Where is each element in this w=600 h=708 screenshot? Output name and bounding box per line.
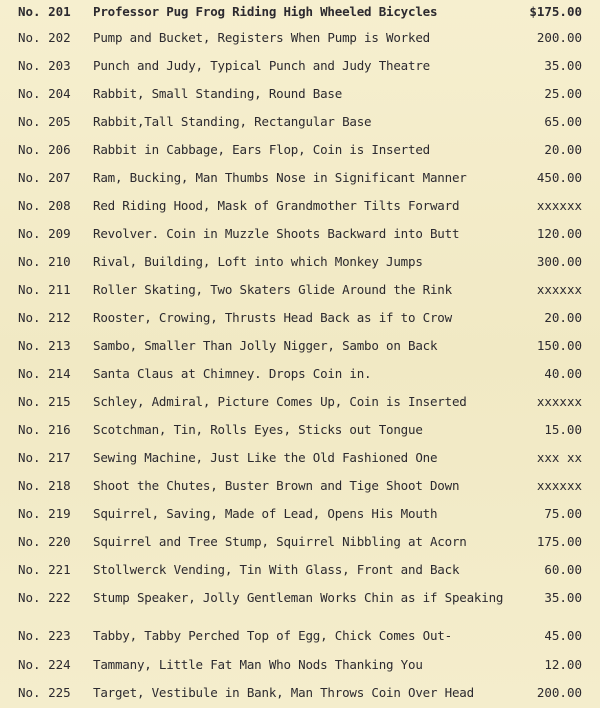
item-price: 20.00 — [544, 142, 582, 157]
list-item — [0, 655, 600, 675]
item-description: Rival, Building, Loft into which Monkey Jumps — [93, 254, 423, 269]
item-description: Rabbit in Cabbage, Ears Flop, Coin is Inserted — [93, 142, 430, 157]
item-price: 65.00 — [544, 114, 582, 129]
list-item — [0, 112, 600, 132]
list-item — [0, 224, 600, 244]
item-price: xxxxxx — [536, 282, 582, 297]
item-description: Revolver. Coin in Muzzle Shoots Backward into Butt — [93, 226, 460, 241]
item-number: No. 212 — [18, 310, 71, 325]
item-price: 15.00 — [544, 422, 582, 437]
item-price: 40.00 — [544, 366, 582, 381]
item-description: Roller Skating, Two Skaters Glide Around the Rink — [93, 282, 452, 297]
item-price: 25.00 — [544, 86, 582, 101]
item-price: xxxxxx — [536, 394, 582, 409]
item-number: No. 210 — [18, 254, 71, 269]
list-item — [0, 476, 600, 496]
item-description: Sambo, Smaller Than Jolly Nigger, Sambo on Back — [93, 338, 438, 353]
list-item — [0, 252, 600, 272]
item-number: No. 215 — [18, 394, 71, 409]
item-number: No. 219 — [18, 506, 71, 521]
item-number: No. 211 — [18, 282, 71, 297]
item-price: 20.00 — [544, 310, 582, 325]
list-item — [0, 420, 600, 440]
item-price: xxxxxx — [536, 198, 582, 213]
item-description: Target, Vestibule in Bank, Man Throws Coin Over Head — [93, 685, 474, 700]
item-number: No. 204 — [18, 86, 71, 101]
item-price: xxx xx — [536, 450, 582, 465]
list-item — [0, 626, 600, 646]
item-number: No. 206 — [18, 142, 71, 157]
item-description: Ram, Bucking, Man Thumbs Nose in Significant Manner — [93, 170, 467, 185]
item-number: No. 208 — [18, 198, 71, 213]
item-number: No. 209 — [18, 226, 71, 241]
item-price: 150.00 — [536, 338, 582, 353]
list-item — [0, 308, 600, 328]
item-price: 75.00 — [544, 506, 582, 521]
list-item — [0, 84, 600, 104]
list-item — [0, 56, 600, 76]
item-number: No. 217 — [18, 450, 71, 465]
item-price: 60.00 — [544, 562, 582, 577]
item-number: No. 221 — [18, 562, 71, 577]
item-price: $175.00 — [529, 4, 582, 19]
list-item — [0, 683, 600, 703]
item-description: Squirrel and Tree Stump, Squirrel Nibbling at Acorn — [93, 534, 467, 549]
list-item — [0, 336, 600, 356]
item-price: 12.00 — [544, 657, 582, 672]
item-number: No. 213 — [18, 338, 71, 353]
item-description: Rabbit,Tall Standing, Rectangular Base — [93, 114, 372, 129]
list-item — [0, 588, 600, 628]
item-description: Tabby, Tabby Perched Top of Egg, Chick Comes Out- — [93, 628, 452, 643]
item-description: Squirrel, Saving, Made of Lead, Opens His Mouth — [93, 506, 438, 521]
item-price: 120.00 — [536, 226, 582, 241]
list-item — [0, 504, 600, 524]
list-item — [0, 280, 600, 300]
item-description: Red Riding Hood, Mask of Grandmother Tilts Forward — [93, 198, 460, 213]
item-number: No. 201 — [18, 4, 71, 19]
item-price: 35.00 — [544, 590, 582, 605]
item-number: No. 220 — [18, 534, 71, 549]
list-item — [0, 28, 600, 48]
item-description: Schley, Admiral, Picture Comes Up, Coin is Inserted — [93, 394, 467, 409]
item-price: 45.00 — [544, 628, 582, 643]
item-price: 450.00 — [536, 170, 582, 185]
item-description: Rabbit, Small Standing, Round Base — [93, 86, 343, 101]
item-price: 200.00 — [536, 30, 582, 45]
item-number: No. 205 — [18, 114, 71, 129]
item-number: No. 225 — [18, 685, 71, 700]
item-description: Professor Pug Frog Riding High Wheeled Bicycles — [93, 4, 438, 19]
item-number: No. 222 — [18, 590, 71, 605]
list-item — [0, 392, 600, 412]
item-number: No. 216 — [18, 422, 71, 437]
list-item — [0, 532, 600, 552]
list-item — [0, 560, 600, 580]
item-description: Stump Speaker, Jolly Gentleman Works Chin as if Speaking — [93, 590, 504, 605]
list-item — [0, 2, 600, 22]
item-number: No. 214 — [18, 366, 71, 381]
item-description: Santa Claus at Chimney. Drops Coin in. — [93, 366, 372, 381]
item-price: 300.00 — [536, 254, 582, 269]
item-price: 200.00 — [536, 685, 582, 700]
list-item — [0, 364, 600, 384]
item-description: Tammany, Little Fat Man Who Nods Thanking You — [93, 657, 423, 672]
item-number: No. 218 — [18, 478, 71, 493]
item-description: Punch and Judy, Typical Punch and Judy Theatre — [93, 58, 430, 73]
item-number: No. 202 — [18, 30, 71, 45]
list-item — [0, 140, 600, 160]
item-number: No. 224 — [18, 657, 71, 672]
list-item — [0, 196, 600, 216]
item-description: Scotchman, Tin, Rolls Eyes, Sticks out Tongue — [93, 422, 423, 437]
list-item — [0, 168, 600, 188]
item-description: Stollwerck Vending, Tin With Glass, Front and Back — [93, 562, 460, 577]
item-description: Shoot the Chutes, Buster Brown and Tige Shoot Down — [93, 478, 460, 493]
item-number: No. 223 — [18, 628, 71, 643]
item-number: No. 207 — [18, 170, 71, 185]
item-price: xxxxxx — [536, 478, 582, 493]
item-description: Sewing Machine, Just Like the Old Fashioned One — [93, 450, 438, 465]
item-price: 35.00 — [544, 58, 582, 73]
list-item — [0, 448, 600, 468]
item-price: 175.00 — [536, 534, 582, 549]
item-number: No. 203 — [18, 58, 71, 73]
item-description: Pump and Bucket, Registers When Pump is Worked — [93, 30, 430, 45]
item-description: Rooster, Crowing, Thrusts Head Back as if to Crow — [93, 310, 452, 325]
